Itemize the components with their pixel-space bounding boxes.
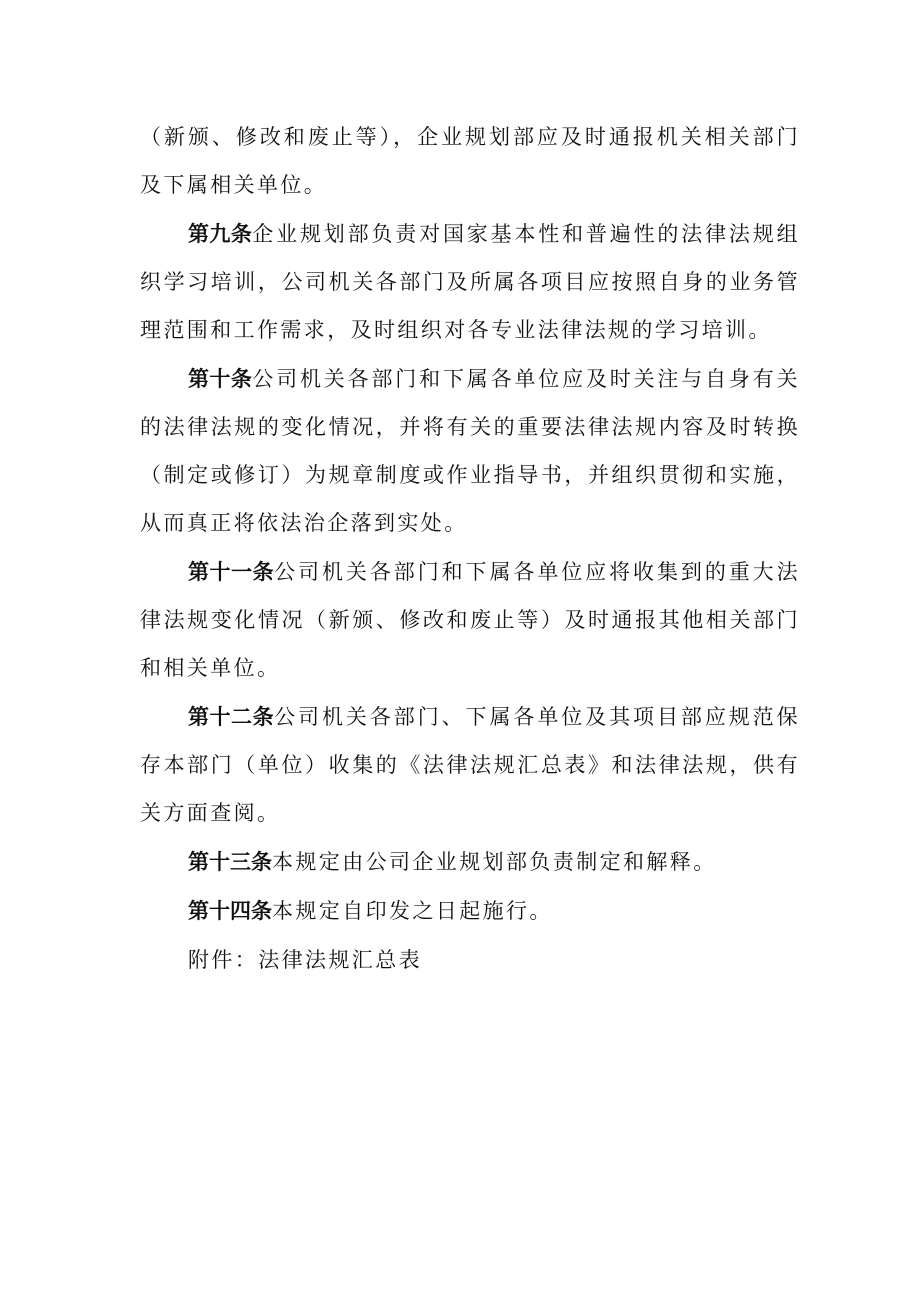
article-number: 第九条 — [188, 221, 253, 246]
article-text: 公司机关各部门和下属各单位应及时关注与自身有关的法律法规的变化情况，并将有关的重要法律法规内容及时转换（制定或修订）为规章制度或作业指导书，并组织贯彻和实施，从而真正将依法治企落到实处。 — [140, 367, 800, 535]
article-number: 第十一条 — [188, 559, 275, 584]
article-number: 第十条 — [188, 366, 253, 391]
article-text: 本规定由公司企业规划部负责制定和解释。 — [272, 850, 717, 874]
article-text: 公司机关各部门和下属各单位应将收集到的重大法律法规变化情况（新颁、修改和废止等）及时通报其他相关部门和相关单位。 — [140, 560, 801, 680]
article-number: 第十四条 — [188, 898, 272, 923]
article-11 — [140, 548, 800, 692]
paragraph-text: （新颁、修改和废止等），企业规划部应及时通报机关相关部门及下属相关单位。 — [140, 125, 800, 197]
paragraph-continuation — [140, 113, 800, 209]
article-12 — [140, 693, 800, 837]
article-text: 本规定自印发之日起施行。 — [272, 899, 553, 923]
document-body — [140, 113, 800, 984]
attachment-line: 附件：法律法规汇总表 — [188, 948, 422, 972]
article-9 — [140, 210, 800, 354]
article-text: 公司机关各部门、下属各单位及其项目部应规范保存本部门（单位）收集的《法律法规汇总表》和法律法规，供有关方面查阅。 — [140, 705, 801, 825]
article-text: 企业规划部负责对国家基本性和普遍性的法律法规组织学习培训，公司机关各部门及所属各项目应按照自身的业务管理范围和工作需求，及时组织对各专业法律法规的学习培训。 — [140, 222, 800, 342]
article-14 — [140, 887, 800, 935]
article-number: 第十三条 — [188, 849, 272, 874]
article-number: 第十二条 — [188, 704, 275, 729]
article-13 — [140, 838, 800, 886]
article-10 — [140, 355, 800, 547]
